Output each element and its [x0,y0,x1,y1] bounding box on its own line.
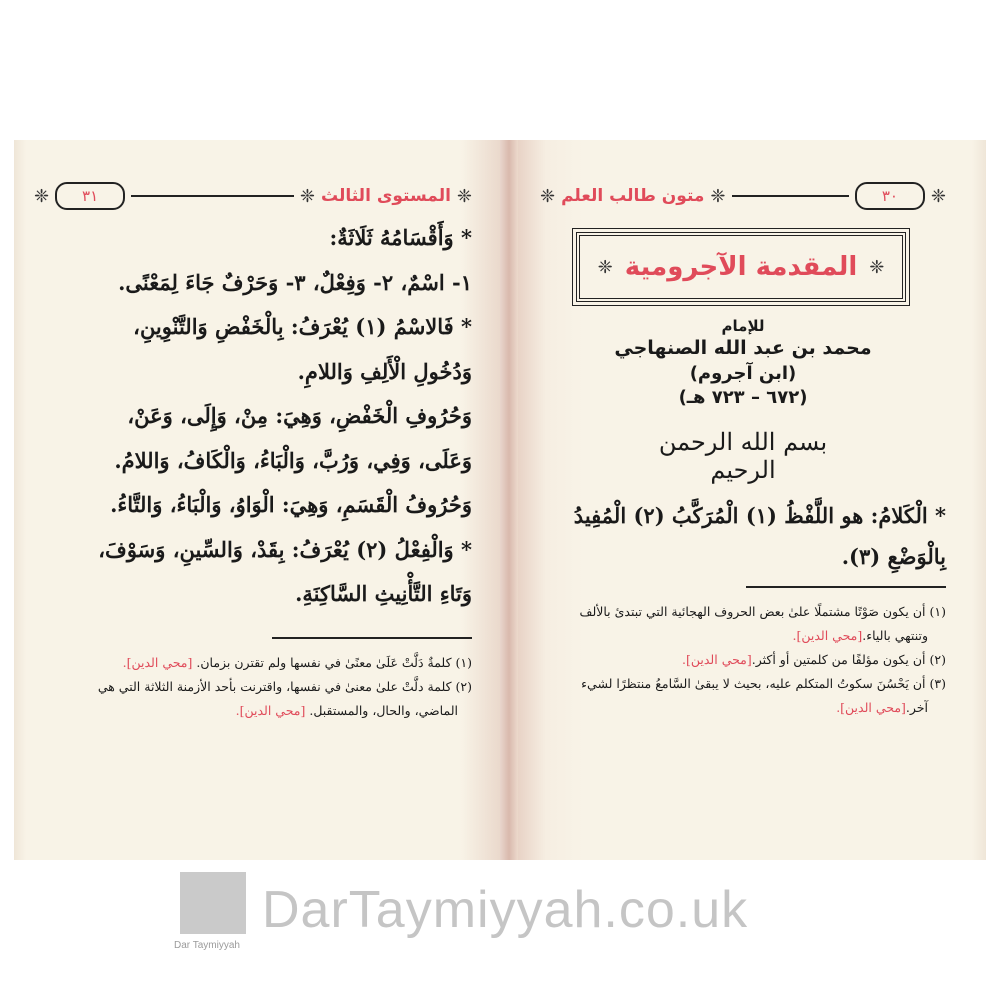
page-header [34,180,472,212]
text-line: وَعَلَى، وَفِي، وَرُبَّ، وَالْبَاءُ، وَالْكَافُ، وَاللامُ. [114,447,472,473]
text-line: بِالْوَضْعِ (٣). [841,544,946,570]
text-line: وَدُخُولِ الْأَلِفِ وَاللامِ. [297,358,472,384]
page-body [34,222,472,721]
page-number: ٣١ [55,182,125,210]
ornament-icon: ❈ [710,185,726,207]
footnote: (١) كلمةٌ دَلَّتْ عَلَىٰ معنًىٰ في نفسها ولم تقترن بزمان. [محي الدين]. [122,654,472,670]
book-title: المقدمة الآجرومية [624,252,858,282]
footnote: وتنتهي بالياء.[محي الدين]. [792,627,928,643]
header-rule [131,195,294,197]
text-line: وَتَاءِ التَّأْنِيثِ السَّاكِنَةِ. [295,581,472,607]
text-line: * فَالاسْمُ (١) يُعْرَفُ: بِالْخَفْضِ وَالتَّنْوِينِ، [133,314,472,340]
by-label: للإمام [721,317,765,335]
page-number: ٣٠ [855,182,925,210]
ornament-icon: ❈ [540,185,556,207]
text-line: وَحُرُوفِ الْخَفْضِ، وَهِيَ: مِنْ، وَإِلَى، وَعَنْ، [127,403,472,429]
watermark-logo-text: Dar Taymiyyah [174,940,240,951]
ornament-icon: ❈ [456,185,472,207]
footnote: (٢) كلمة دلَّتْ علىٰ معنىٰ في نفسها، واقترنت بأحد الأزمنة الثلاثة التي هي [97,678,472,694]
running-title: المستوى الثالث [320,186,451,206]
page-header [540,180,946,212]
text-line: ١- اسْمٌ، ٢- وَفِعْلٌ، ٣- وَحَرْفٌ جَاءَ لِمَعْنًى. [118,269,472,295]
ornament-icon: ❈ [34,185,50,207]
title-box [576,232,906,302]
header-rule [732,195,849,197]
book-gutter [500,140,518,860]
running-title: متون طالب العلم [561,186,705,206]
footnote: الماضي، والحال، والمستقبل. [محي الدين]. [235,702,458,718]
footnote: (٢) أن يكون مؤلفًا من كلمتين أو أكثر.[محي الدين]. [682,651,946,667]
footnote: آخر.[محي الدين]. [836,699,928,715]
text-line: * وَالْفِعْلُ (٢) يُعْرَفُ: بِقَدْ، وَالسِّينِ، وَسَوْفَ، [98,536,472,562]
footnote: (١) أن يكون صَوْتًا مشتملًا علىٰ بعض الحروف الهجائية التي تبتدئ بالألف [579,603,946,619]
author-name: محمد بن عبد الله الصنهاجي [614,337,872,360]
footnote-rule [746,586,946,588]
text-line: * الْكَلامُ: هو اللَّفْظُ (١) الْمُرَكَّبُ (٢) الْمُفِيدُ [573,503,946,529]
left-page [14,140,500,860]
text-line: وَحُرُوفُ الْقَسَمِ، وَهِيَ: الْوَاوُ، وَالْبَاءُ، وَالتَّاءُ. [110,492,472,518]
author-alias: (ابن آجروم) [689,362,797,384]
author-dates: (٦٧٢ – ٧٢٣ هـ) [678,387,808,409]
ornament-icon: ❈ [299,185,315,207]
watermark-text: DarTaymiyyah.co.uk [262,881,749,939]
ornament-icon: ❈ [930,185,946,207]
watermark-logo [180,872,246,934]
footnote-rule [272,637,472,639]
right-page [518,140,986,860]
footnote: (٣) أن يَحْسُنَ سكوتُ المتكلم عليه، بحيث لا يبقىٰ السَّامعُ منتظرًا لشيء [581,675,946,691]
text-line: * وَأَقْسَامُهُ ثَلَاثَةٌ: [329,225,472,250]
ornament-icon: ❈ [597,256,613,278]
ornament-icon: ❈ [869,256,885,278]
basmala-calligraphy: بسم الله الرحمن الرحيم [658,428,828,485]
